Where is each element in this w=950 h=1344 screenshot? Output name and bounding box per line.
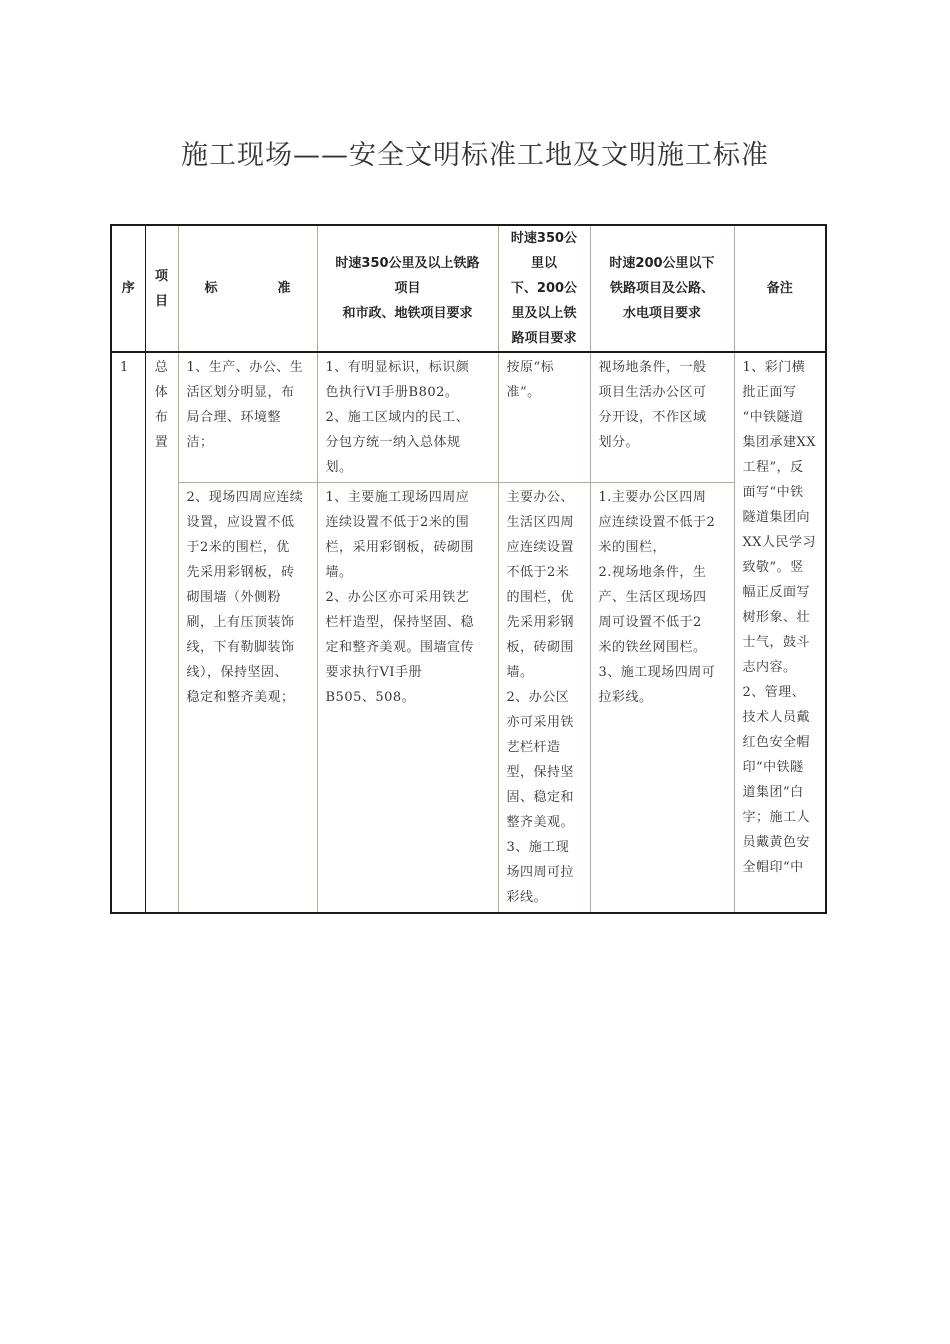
item-cell: 总 体 布 置 <box>145 352 178 913</box>
mid-speed-cell: 按原“标 准”。 <box>498 352 590 483</box>
header-item: 项 目 <box>145 225 178 352</box>
header-standard-left: 标 <box>204 281 218 296</box>
table-row <box>111 483 826 914</box>
header-high-speed: 时速350公里及以上铁路 项目 和市政、地铁项目要求 <box>317 225 498 352</box>
page-title: 施工现场——安全文明标准工地及文明施工标准 <box>181 140 769 171</box>
header-low-speed: 时速200公里以下 铁路项目及公路、 水电项目要求 <box>590 225 734 352</box>
table-header-row <box>111 225 826 352</box>
high-speed-cell: 1、主要施工现场四周应 连续设置不低于2米的围 栏，采用彩钢板，砖砌围 墙。 2、办公区亦可采用铁艺 栏杆造型，保持坚固、稳 定和整齐美观。围墙宣传 要求执行VI手册 B505、508。 <box>317 483 498 914</box>
low-speed-cell: 视场地条件，一般 项目生活办公区可 分开设，不作区域 划分。 <box>590 352 734 483</box>
standards-table <box>110 224 827 914</box>
header-remark: 备注 <box>734 225 826 352</box>
header-standard <box>178 225 317 352</box>
remark-cell: 1、彩门横 批正面写 “中铁隧道 集团承建XX 工程”，反 面写“中铁 隧道集团向 XX人民学习 致敬”。竖 幅正反面写 树形象、壮 士气，鼓斗 志内容。 2、管理、 技术人员戴 红色安全帽 印“中铁隧 道集团”白 字；施工人 员戴黄色安 全帽印“中 <box>734 352 826 913</box>
standard-cell: 2、现场四周应连续 设置，应设置不低 于2米的围栏，优 先采用彩钢板，砖 砌围墙（外侧粉 刷，上有压顶装饰 线，下有勒脚装饰 线），保持坚固、 稳定和整齐美观； <box>178 483 317 914</box>
mid-speed-cell: 主要办公、 生活区四周 应连续设置 不低于2米 的围栏，优 先采用彩钢 板，砖砌围 墙。 2、办公区 亦可采用铁 艺栏杆造 型，保持坚 固、稳定和 整齐美观。 3、施工现 场四周可拉 彩线。 <box>498 483 590 914</box>
header-seq: 序 <box>111 225 145 352</box>
low-speed-cell: 1.主要办公区四周 应连续设置不低于2 米的围栏， 2.视场地条件，生 产、生活区现场四 周可设置不低于2 米的铁丝网围栏。 3、施工现场四周可 拉彩线。 <box>590 483 734 914</box>
table-row <box>111 352 826 483</box>
standard-cell: 1、生产、办公、生 活区划分明显，布 局合理、环境整 洁； <box>178 352 317 483</box>
seq-cell: 1 <box>111 352 145 913</box>
header-mid-speed: 时速350公 里以 下、200公 里及以上铁 路项目要求 <box>498 225 590 352</box>
high-speed-cell: 1、有明显标识，标识颜 色执行VI手册B802。 2、施工区域内的民工、 分包方统一纳入总体规 划。 <box>317 352 498 483</box>
header-standard-right: 准 <box>277 281 291 296</box>
